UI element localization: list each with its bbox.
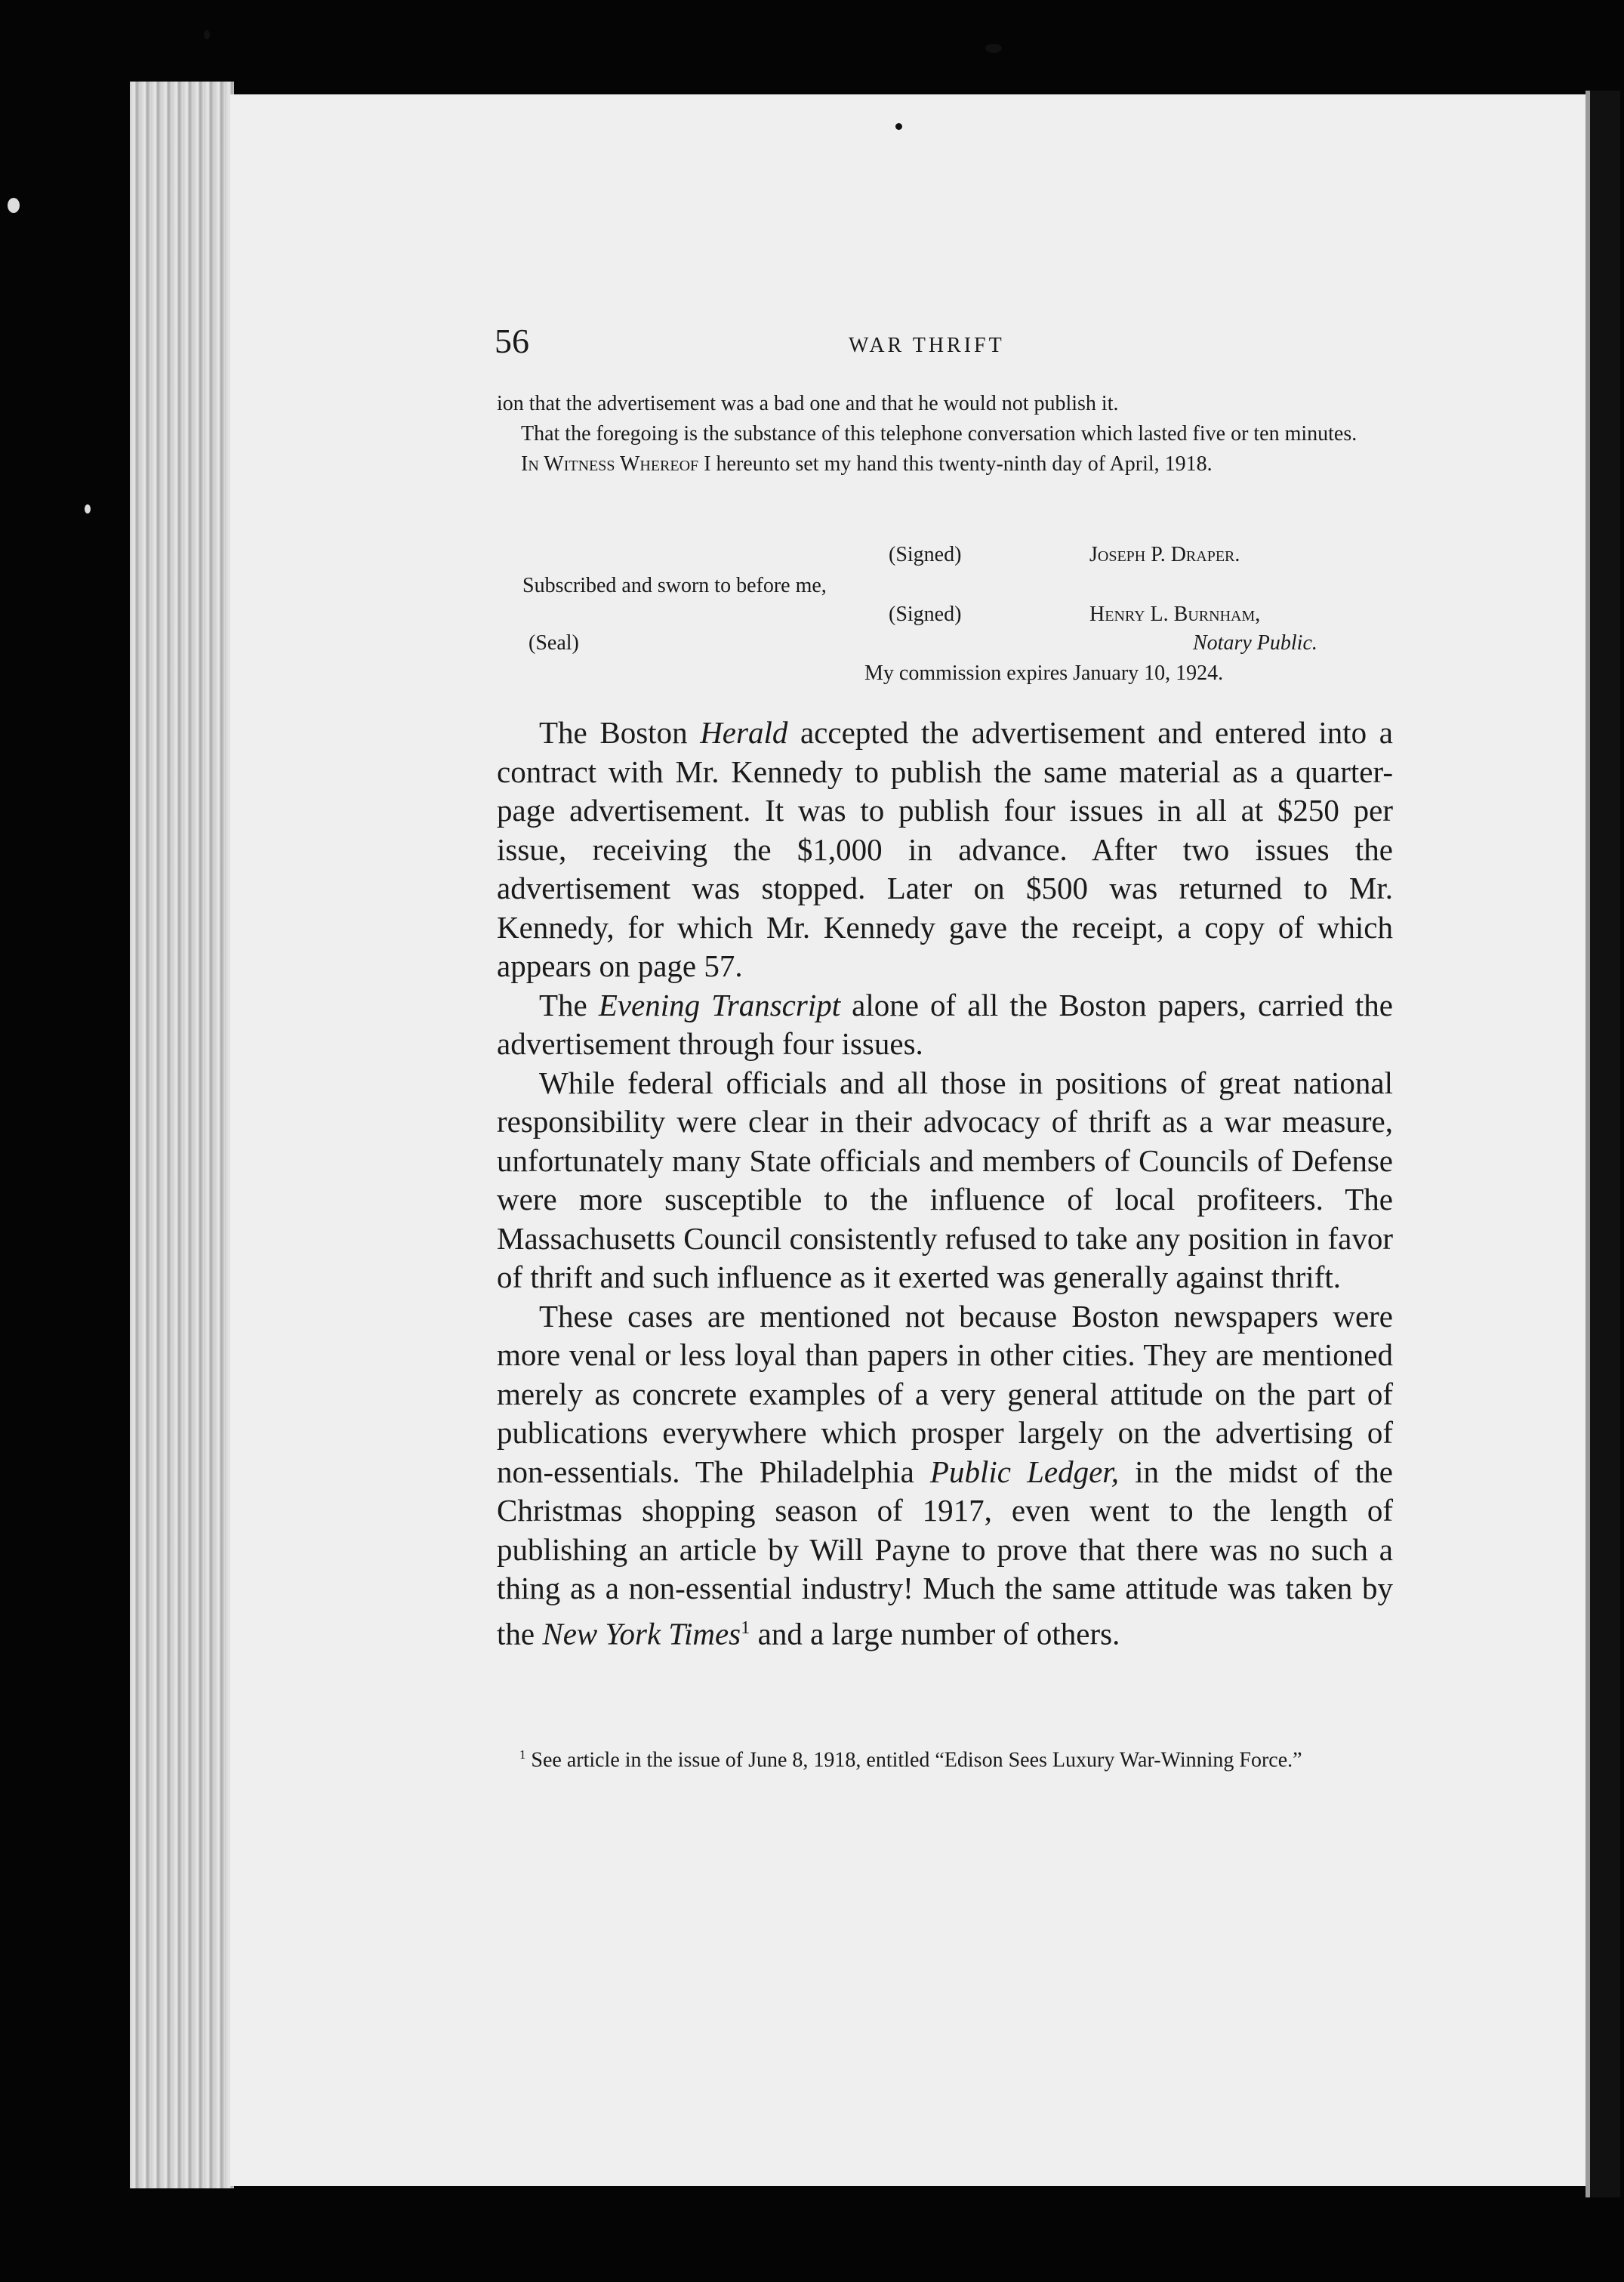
text-run: alone of all the Boston papers, carried the advertisement through four issues.	[497, 987, 1393, 1061]
text-run: in the midst of the Christmas shopping season of 1917, even went to the length of publishing an article by Will Payne to prove that there was no such a thing as a non-essential industry! Much the same attitude was taken by the	[497, 1454, 1393, 1651]
text-run: These cases are mentioned not because Boston newspapers were more venal or less loyal than papers in other cities. They are mentioned merely as concrete examples of a very general attitude on the part of publications everywhere which prosper largely on the advertising of non-essentials. The Philadelphia	[497, 1298, 1393, 1489]
scan-speck	[85, 504, 91, 513]
scan-speck	[985, 44, 1002, 53]
signatory-name-1: Joseph P. Draper.	[1089, 543, 1240, 566]
signatory-name-2: Henry L. Burnham,	[1089, 603, 1261, 626]
footnote-text: See article in the issue of June 8, 1918, entitled “Edison Sees Luxury War-Winning Force.”	[525, 1748, 1302, 1772]
notary-title: Notary Public.	[1193, 631, 1317, 655]
newspaper-name: Herald	[700, 715, 788, 750]
witness-paragraph	[497, 449, 1388, 480]
witness-lead: In Witness Whereof	[521, 452, 699, 476]
text-run: and a large number of others.	[750, 1616, 1120, 1651]
subscribed-line: Subscribed and sworn to before me,	[522, 574, 827, 597]
footnote-number: 1	[519, 1747, 526, 1762]
newspaper-name: Evening Transcript	[598, 987, 841, 1022]
signed-label-2: (Signed)	[889, 603, 962, 626]
paragraph	[497, 1297, 1393, 1654]
affidavit-line: ion that the advertisement was a bad one and that he would not publish it.	[497, 392, 1119, 415]
commission-line: My commission expires January 10, 1924.	[864, 661, 1224, 685]
footnote-marker: 1	[741, 1617, 750, 1638]
affidavit-text	[497, 389, 1388, 480]
paragraph: While federal officials and all those in positions of great national responsibility were clear in their advocacy of thrift as a war measure, unfortunately many State officials and members of Councils of Defense were more susceptible to the influence of local profiteers. The Massachusetts Council consistently refused to take any position in favor of thrift and such influence as it exerted was generally against thrift.	[497, 1065, 1393, 1294]
text-run: The	[539, 987, 599, 1022]
signed-label-1: (Signed)	[889, 543, 962, 566]
body-text	[497, 714, 1393, 1654]
page-number: 56	[495, 322, 529, 360]
scan-speck	[204, 30, 210, 39]
scan-speck	[8, 198, 20, 213]
newspaper-name: New York Times	[542, 1616, 741, 1651]
paragraph	[497, 986, 1393, 1064]
footnote	[497, 1742, 1403, 1773]
page-speck	[895, 123, 902, 130]
book-right-edge	[1585, 91, 1620, 2197]
affidavit-line: That the foregoing is the substance of this telephone conversation which lasted five or ten minutes.	[521, 422, 1357, 446]
text-run: The Boston	[539, 715, 701, 750]
running-title: WAR THRIFT	[849, 334, 1005, 357]
witness-rest: I hereunto set my hand this twenty-ninth day of April, 1918.	[698, 452, 1213, 476]
newspaper-name: Public Ledger,	[929, 1454, 1119, 1489]
paragraph	[497, 714, 1393, 986]
book-page-edges	[130, 82, 234, 2188]
text-run: accepted the advertisement and entered into a contract with Mr. Kennedy to publish the same material as a quarter-page advertisement. It was to publish four issues in all at $250 per issue, receiving the $1,000 in advance. After two issues the advertisement was stopped. Later on $500 was returned to Mr. Kennedy, for which Mr. Kennedy gave the receipt, a copy of which appears on page 57.	[497, 715, 1394, 983]
footnote-paragraph	[497, 1742, 1403, 1773]
seal-label: (Seal)	[528, 631, 579, 655]
